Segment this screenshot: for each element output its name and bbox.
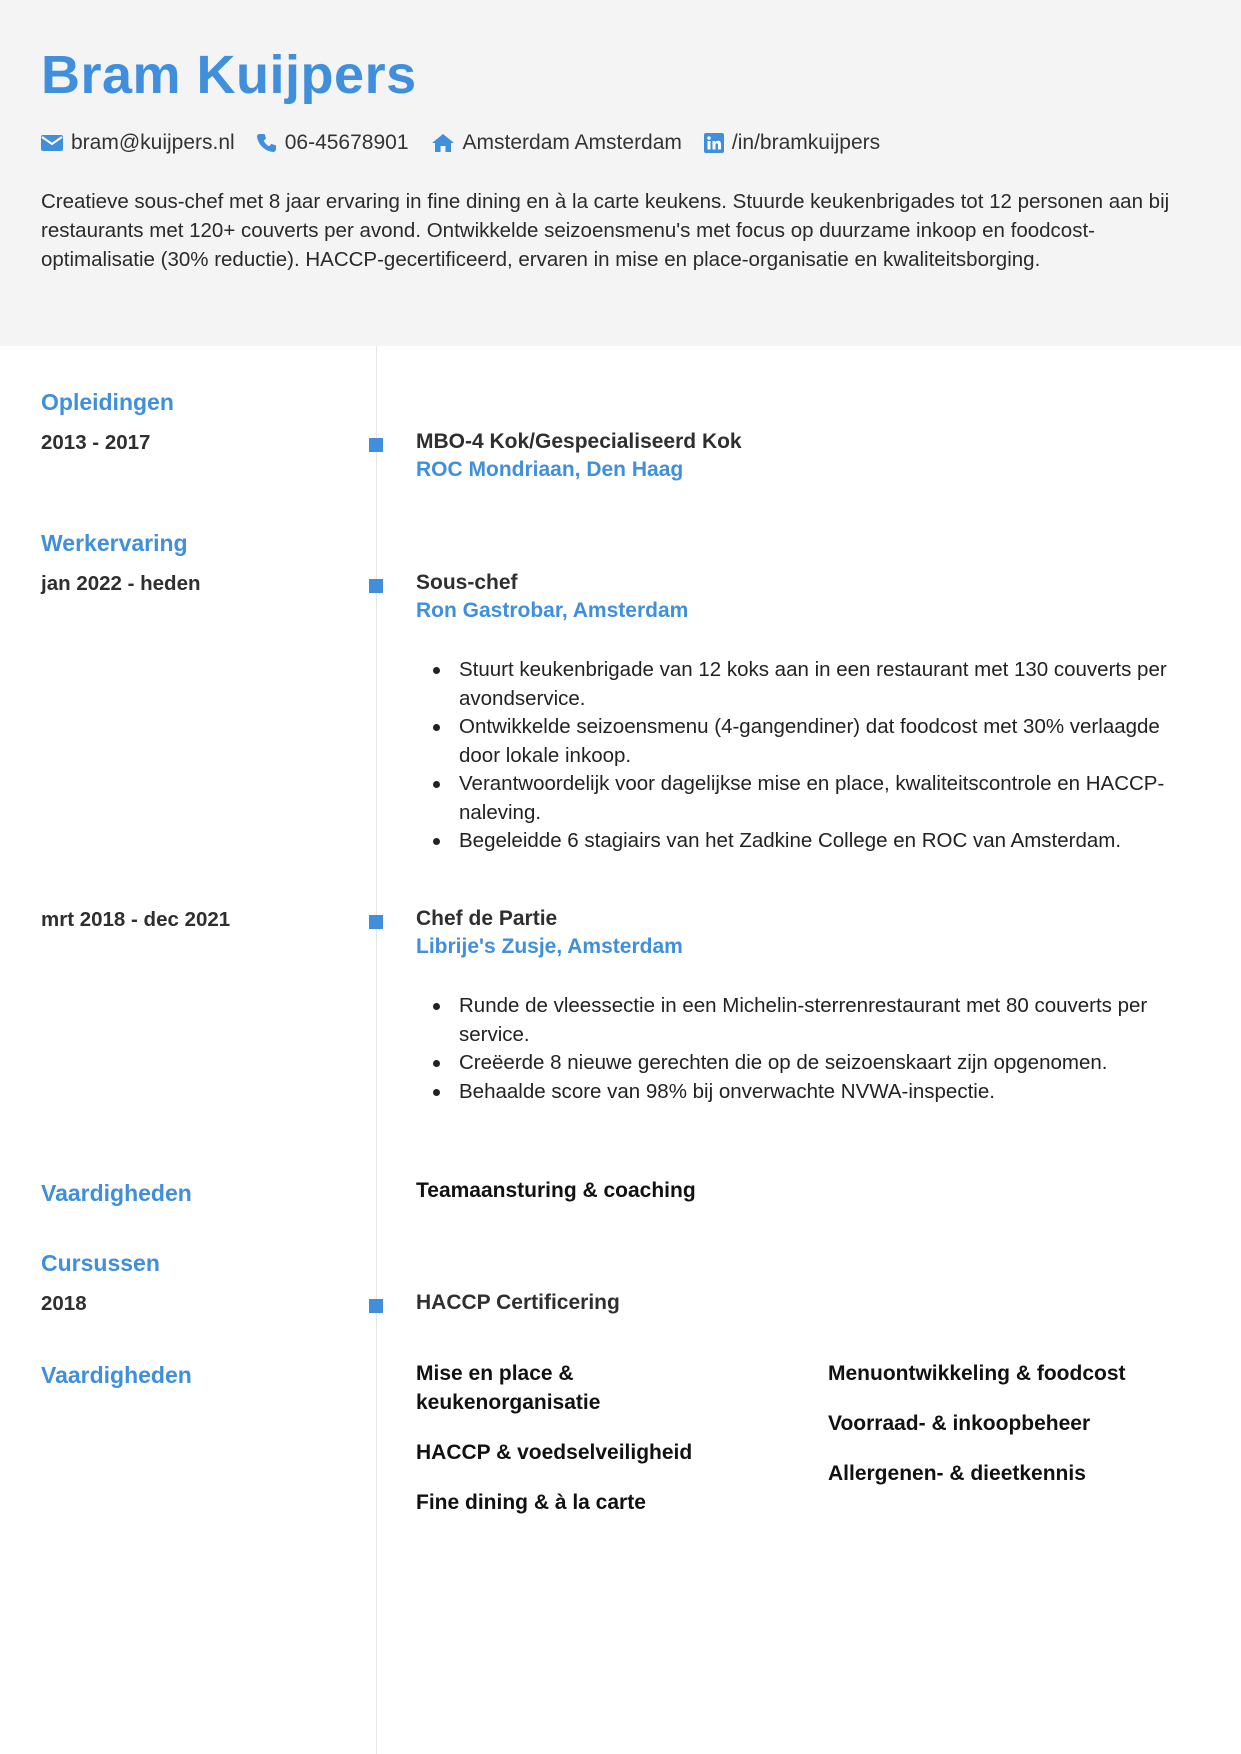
experience-title: Chef de Partie — [416, 907, 558, 930]
list-item: Stuurt keukenbrigade van 12 koks aan in een restaurant met 130 couverts per avondservice. — [416, 656, 1186, 713]
contact-phone[interactable] — [257, 131, 409, 155]
contact-linkedin[interactable] — [704, 131, 880, 155]
phone-icon — [257, 133, 277, 153]
candidate-name: Bram Kuijpers — [41, 45, 417, 105]
envelope-icon — [41, 135, 63, 151]
linkedin-icon — [704, 133, 724, 153]
list-item: Runde de vleessectie in een Michelin-sterrenrestaurant met 80 couverts per service. — [416, 992, 1186, 1049]
section-title-education: Opleidingen — [41, 389, 174, 415]
list-item: Verantwoordelijk voor dagelijkse mise en place, kwaliteitscontrole en HACCP-naleving. — [416, 770, 1186, 827]
contact-linkedin-text: /in/bramkuijpers — [731, 131, 881, 154]
education-title: MBO-4 Kok/Gespecialiseerd Kok — [416, 430, 742, 453]
skill-item: Menuontwikkeling & foodcost — [828, 1362, 1126, 1385]
contact-email-text: bram@kuijpers.nl — [71, 131, 235, 154]
course-title: HACCP Certificering — [416, 1291, 620, 1314]
timeline-marker — [369, 579, 383, 593]
list-item: Creëerde 8 nieuwe gerechten die op de seizoenskaart zijn opgenomen. — [416, 1049, 1186, 1078]
skill-item: Fine dining & à la carte — [416, 1491, 646, 1514]
experience-date: jan 2022 - heden — [41, 572, 201, 595]
timeline-marker — [369, 915, 383, 929]
experience-date: mrt 2018 - dec 2021 — [41, 908, 231, 931]
experience-bullet-list — [416, 656, 1186, 856]
contact-location — [431, 131, 682, 155]
home-icon — [431, 133, 455, 153]
skill-item: HACCP & voedselveiligheid — [416, 1441, 693, 1464]
skill-item: Teamaansturing & coaching — [416, 1179, 696, 1202]
skill-item: Mise en place & keukenorganisatie — [416, 1362, 601, 1414]
list-item: Behaalde score van 98% bij onverwachte NVWA-inspectie. — [416, 1078, 1186, 1107]
education-institution: ROC Mondriaan, Den Haag — [416, 458, 684, 481]
skill-item: Voorraad- & inkoopbeheer — [828, 1412, 1091, 1435]
timeline-marker — [369, 438, 383, 452]
experience-title: Sous-chef — [416, 571, 518, 594]
timeline-divider — [376, 346, 377, 1754]
course-date: 2018 — [41, 1292, 87, 1315]
contact-phone-text: 06-45678901 — [284, 131, 409, 154]
experience-employer: Ron Gastrobar, Amsterdam — [416, 599, 689, 622]
list-item: Ontwikkelde seizoensmenu (4-gangendiner) dat foodcost met 30% verlaagde door lokale inkoop. — [416, 713, 1186, 770]
section-title-skills: Vaardigheden — [41, 1180, 192, 1206]
section-title-skills: Vaardigheden — [41, 1362, 192, 1388]
contact-location-text: Amsterdam Amsterdam — [462, 131, 682, 154]
skill-item: Allergenen- & dieetkennis — [828, 1462, 1086, 1485]
contact-email[interactable] — [41, 131, 235, 155]
experience-employer: Librije's Zusje, Amsterdam — [416, 935, 683, 958]
section-title-experience: Werkervaring — [41, 530, 188, 556]
profile-summary: Creatieve sous-chef met 8 jaar ervaring in fine dining en à la carte keukens. Stuurde keukenbrigades tot 12 personen aan bij restaurants met 120+ couverts per avond. Ontwikkelde seizoensmenu's met focus op duurzame inkoop en foodcost-optimalisatie (30% reductie). HACCP-gecertificeerd, ervaren in mise en place-organisatie en kwaliteitsborging. — [41, 190, 1170, 271]
education-date: 2013 - 2017 — [41, 431, 151, 454]
timeline-marker — [369, 1299, 383, 1313]
contact-bar — [41, 128, 902, 158]
experience-bullet-list — [416, 992, 1186, 1106]
list-item: Begeleidde 6 stagiairs van het Zadkine College en ROC van Amsterdam. — [416, 827, 1186, 856]
header — [0, 0, 1241, 346]
section-title-courses: Cursussen — [41, 1250, 160, 1276]
